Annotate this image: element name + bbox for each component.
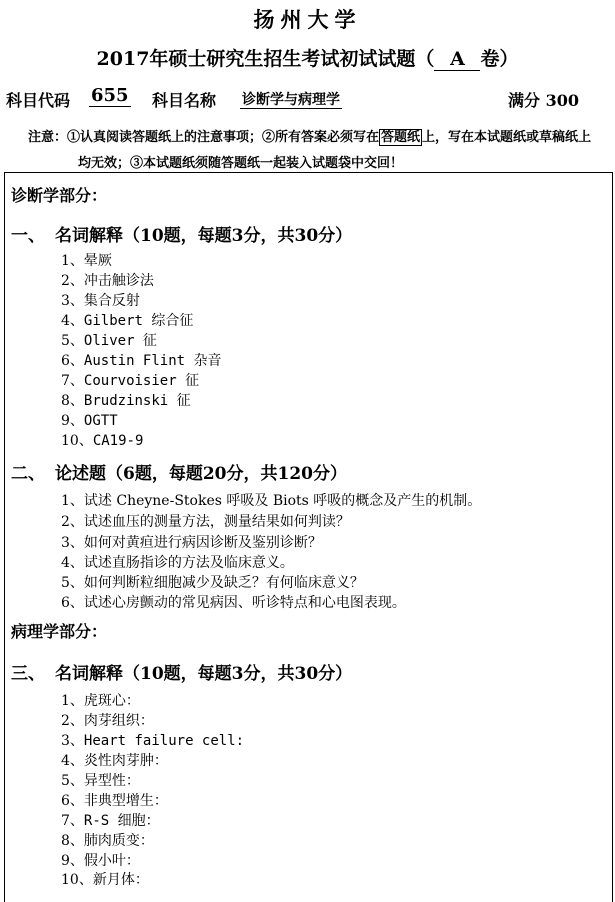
section-1-heading (11, 221, 352, 246)
paper-code: A (434, 49, 480, 71)
list-item: 6、Austin Flint 杂音 (61, 353, 222, 369)
full-score-value: 300 (545, 91, 579, 110)
section-2-title: 论述题（6题，每题20分，共120分） (55, 464, 347, 484)
exam-title-suffix: 卷） (480, 48, 519, 70)
subject-name (240, 89, 342, 109)
list-item: 10、新月体： (61, 872, 149, 888)
part-diagnostics-heading: 诊断学部分： (11, 186, 108, 205)
list-item: 7、R-S 细胞： (61, 813, 160, 829)
subject-code-value: 655 (91, 85, 129, 106)
university-title: 扬州大学 (253, 7, 362, 32)
list-item: 3、Heart failure cell: (61, 733, 245, 749)
exam-title (0, 44, 615, 71)
notice-line-2: 均无效；③本试题纸须随答题纸一起装入试题袋中交回！ (78, 156, 404, 171)
subject-name-value: 诊断学与病理学 (242, 92, 340, 108)
list-item: 6、非典型增生： (61, 793, 168, 809)
list-item: 9、OGTT (61, 413, 118, 429)
list-item: 5、如何判断粒细胞减少及缺乏？有何临床意义？ (61, 575, 364, 591)
list-item: 1、虎斑心： (61, 693, 140, 709)
section-3-heading (11, 659, 352, 684)
list-item: 1、试述 Cheyne-Stokes 呼吸及 Biots 呼吸的概念及产生的机制。 (61, 493, 482, 509)
subject-code-label: 科目代码 (6, 91, 71, 110)
section-3-number: 三、 (11, 664, 45, 684)
list-item: 9、假小叶： (61, 853, 140, 869)
subject-code (89, 85, 131, 106)
full-score-label: 满分 (508, 91, 541, 110)
notice-line-1 (28, 126, 591, 145)
list-item: 3、集合反射 (61, 293, 140, 309)
list-item: 3、如何对黄疸进行病因诊断及鉴别诊断？ (61, 535, 322, 551)
list-item: 8、肺肉质变： (61, 833, 154, 849)
list-item: 4、Gilbert 综合征 (61, 313, 194, 329)
list-item: 8、Brudzinski 征 (61, 393, 191, 409)
list-item: 6、试述心房颤动的常见病因、听诊特点和心电图表现。 (61, 595, 406, 611)
subject-name-label: 科目名称 (152, 91, 217, 110)
list-item: 2、冲击触诊法 (61, 273, 154, 289)
section-3-title: 名词解释（10题，每题3分，共30分） (55, 664, 353, 684)
list-item: 1、晕厥 (61, 253, 112, 269)
section-2-heading (11, 459, 347, 484)
list-item: 5、Oliver 征 (61, 333, 157, 349)
list-item: 7、Courvoisier 征 (61, 373, 200, 389)
full-score (508, 88, 579, 111)
section-2-number: 二、 (11, 464, 45, 484)
part-pathology-heading: 病理学部分： (11, 622, 108, 641)
notice-text-a: 注意：①认真阅读答题纸上的注意事项；②所有答案必须写在 (28, 130, 380, 145)
section-1-number: 一、 (11, 226, 45, 246)
list-item: 4、试述直肠指诊的方法及临床意义。 (61, 555, 294, 571)
list-item: 10、CA19-9 (61, 433, 144, 449)
list-item: 4、炎性肉芽肿： (61, 753, 168, 769)
section-1-title: 名词解释（10题，每题3分，共30分） (55, 226, 353, 246)
list-item: 2、肉芽组织： (61, 713, 154, 729)
list-item: 5、异型性： (61, 773, 140, 789)
exam-title-prefix: 2017年硕士研究生招生考试初试试题（ (96, 48, 435, 70)
list-item: 2、试述血压的测量方法，测量结果如何判读？ (61, 514, 350, 530)
notice-boxed-word: 答题纸 (381, 130, 421, 145)
notice-text-b: 上，写在本试题纸或草稿纸上 (422, 130, 592, 145)
